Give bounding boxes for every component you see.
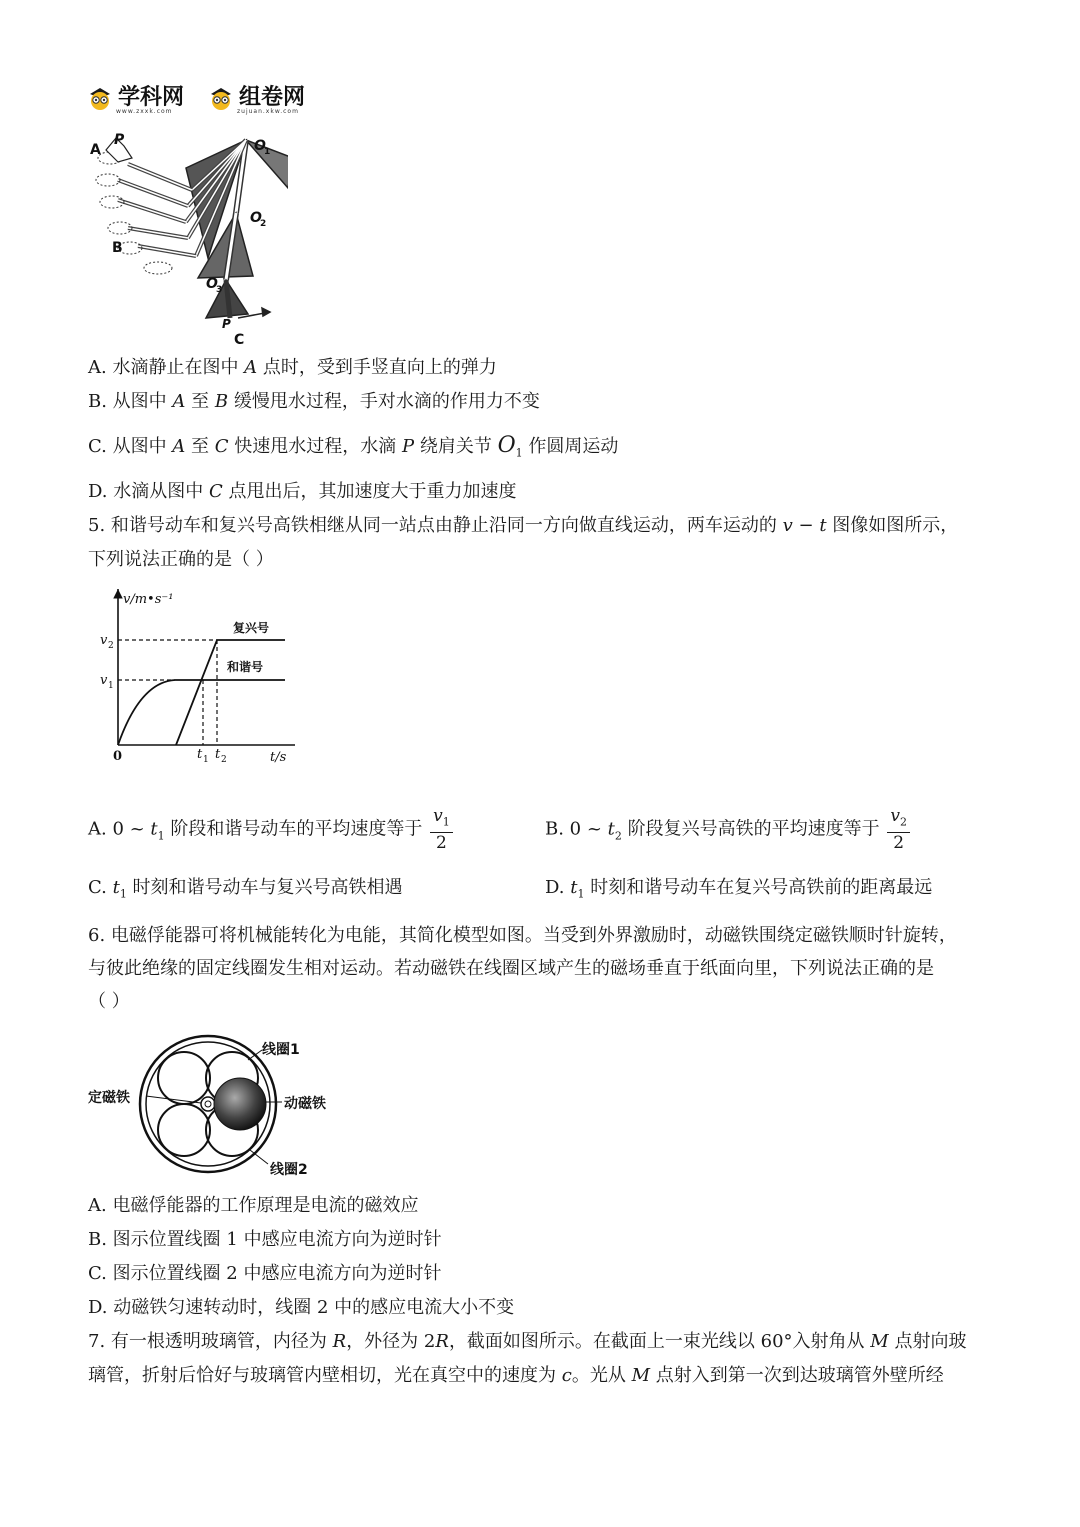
arm-label-O3-sub: 3 xyxy=(216,285,223,295)
q5-a-fraction xyxy=(430,806,453,853)
v2-label: v xyxy=(100,633,108,648)
energy-harvester-figure xyxy=(88,1030,348,1182)
q5-d-t: t xyxy=(570,877,578,898)
series-hexie-label: 和谐号 xyxy=(227,660,264,674)
q5-a-frac-num: v xyxy=(433,806,443,826)
q5-d-text-2: 时刻和谐号动车在复兴号高铁前的距离最远 xyxy=(584,877,933,898)
q5-b-t-sub: 2 xyxy=(614,829,622,843)
q5-stem-text-2: 图像如图所示， xyxy=(826,515,959,536)
q5-c-t: t xyxy=(112,877,120,898)
q5-a-frac-num-sub: 1 xyxy=(442,815,450,829)
q5-b-fraction xyxy=(887,806,910,853)
q7-text-4: 点射向玻 xyxy=(888,1331,967,1352)
fixed-magnet xyxy=(201,1097,215,1111)
q4-d-text-2: 点甩出后，其加速度大于重力加速度 xyxy=(222,481,517,502)
q5-b-frac-den: 2 xyxy=(893,833,905,854)
q4-c-text-5: 作圆周运动 xyxy=(522,436,619,457)
q5-a-text-2: 阶段和谐号动车的平均速度等于 xyxy=(164,818,423,840)
hexie-line xyxy=(118,680,285,745)
arm-label-A: A xyxy=(90,142,101,158)
arm-label-O3: O xyxy=(206,276,218,292)
label-moving-magnet: 动磁铁 xyxy=(284,1096,326,1112)
logo-zujuanwang-text: 组卷网 xyxy=(239,85,306,110)
q7-text-5: 璃管，折射后恰好与玻璃管内壁相切，光在真空中的速度为 xyxy=(88,1365,562,1386)
arm-label-O2-sub: 2 xyxy=(260,219,267,229)
arm-label-P-bottom: P xyxy=(222,317,231,331)
q5-stem-minus: − xyxy=(792,515,820,536)
q4-d-var: C xyxy=(208,481,223,502)
q6-option-a: A. 电磁俘能器的工作原理是电流的磁效应 xyxy=(88,1195,419,1216)
q7-var-c: c xyxy=(561,1365,572,1386)
vt-graph xyxy=(95,585,305,770)
q7-text-1: 7. 有一根透明玻璃管，内径为 xyxy=(88,1331,333,1352)
y-axis-label: v/m•s⁻¹ xyxy=(123,592,174,607)
q4-a-text-1: A. 水滴静止在图中 xyxy=(88,357,245,378)
arm-label-P-top: P xyxy=(114,132,125,148)
q5-a-t-sub: 1 xyxy=(157,829,165,843)
q4-c-var-4: O xyxy=(497,433,516,458)
q4-a-var: A xyxy=(244,357,258,378)
t1-label-sub: 1 xyxy=(203,755,209,765)
q5-option-a xyxy=(88,806,455,858)
t2-label-sub: 2 xyxy=(221,755,227,765)
coil-top-left xyxy=(158,1052,210,1104)
q6-option-b: B. 图示位置线圈 1 中感应电流方向为逆时针 xyxy=(88,1229,442,1250)
q5-b-frac-num-sub: 2 xyxy=(899,815,907,829)
q5-c-t-sub: 1 xyxy=(119,887,127,901)
q7-var-R2: R xyxy=(435,1331,449,1352)
v2-label-sub: 2 xyxy=(108,641,114,651)
q6-option-d: D. 动磁铁匀速转动时，线圈 2 中的感应电流大小不变 xyxy=(88,1297,515,1318)
arm-swing-figure xyxy=(88,128,288,350)
q7-var-R1: R xyxy=(332,1331,347,1352)
q7-stem-line-2 xyxy=(88,1364,944,1388)
q4-c-text-1: C. 从图中 xyxy=(88,436,173,457)
label-coil-1: 线圈1 xyxy=(262,1042,300,1058)
q4-b-text-2: 至 xyxy=(185,391,215,412)
q5-c-text-1: C. xyxy=(88,877,113,898)
q4-a-text-2: 点时，受到手竖直向上的弹力 xyxy=(257,357,497,378)
q5-stem-v: v xyxy=(782,515,793,536)
t2-label: t xyxy=(215,747,221,762)
label-coil-2: 线圈2 xyxy=(270,1162,308,1178)
q5-option-d xyxy=(545,876,932,907)
q4-option-b xyxy=(88,390,540,414)
q5-stem-line-1 xyxy=(88,514,958,538)
logo-xuekewang xyxy=(86,84,185,115)
q4-b-var-1: A xyxy=(172,391,186,412)
q5-stem-t: t xyxy=(819,515,827,536)
q4-c-var-1: A xyxy=(172,436,186,457)
q5-c-text-2: 时刻和谐号动车与复兴号高铁相遇 xyxy=(126,877,403,898)
q6-option-c: C. 图示位置线圈 2 中感应电流方向为逆时针 xyxy=(88,1263,442,1284)
q5-stem-line-2: 下列说法正确的是（ ） xyxy=(88,549,274,570)
q5-b-t: t xyxy=(607,818,615,840)
arm-label-O1: O xyxy=(254,138,266,154)
q4-b-text-1: B. 从图中 xyxy=(88,391,173,412)
q4-c-var-2: C xyxy=(214,436,229,457)
q6-stem-line-1: 6. 电磁俘能器可将机械能转化为电能，其简化模型如图。当受到外界激励时，动磁铁围绕定磁铁顺时针旋转， xyxy=(88,925,957,946)
q5-a-text-1: A. 0 ~ xyxy=(88,818,151,840)
arm-label-O1-sub: 1 xyxy=(264,147,271,157)
q7-var-M1: M xyxy=(870,1331,889,1352)
q7-text-6: 。光从 xyxy=(571,1365,632,1386)
q4-b-var-2: B xyxy=(214,391,229,412)
arm-label-B: B xyxy=(112,240,123,256)
q4-option-a xyxy=(88,356,497,380)
owl-mascot-icon xyxy=(86,84,114,112)
q5-a-frac-den: 2 xyxy=(436,833,447,854)
fuxing-line xyxy=(176,640,285,745)
coil-bottom-left xyxy=(158,1104,210,1156)
q4-option-d xyxy=(88,480,516,504)
q5-b-text-1: B. 0 ~ xyxy=(545,818,608,840)
label-fixed-magnet: 定磁铁 xyxy=(88,1090,130,1106)
series-fuxing-label: 复兴号 xyxy=(233,621,270,635)
q5-b-text-2: 阶段复兴号高铁的平均速度等于 xyxy=(621,818,880,840)
q4-c-var-4-sub: 1 xyxy=(515,446,523,460)
t1-label: t xyxy=(197,747,203,762)
q6-stem-line-2: 与彼此绝缘的固定线圈发生相对运动。若动磁铁在线圈区域产生的磁场垂直于纸面向里，下列说法正确的是 xyxy=(88,958,934,979)
owl-mascot-icon xyxy=(207,84,235,112)
q5-b-frac-num: v xyxy=(890,806,900,826)
q5-option-b xyxy=(545,806,912,858)
q5-d-t-sub: 1 xyxy=(577,887,585,901)
v1-label-sub: 1 xyxy=(108,681,114,691)
q4-b-text-3: 缓慢甩水过程，手对水滴的作用力不变 xyxy=(228,391,540,412)
q7-text-3: ，截面如图所示。在截面上一束光线以 60°入射角从 xyxy=(448,1331,871,1352)
q7-text-7: 点射入到第一次到达玻璃管外壁所经 xyxy=(650,1365,944,1386)
moving-magnet xyxy=(214,1078,266,1130)
q7-text-2: ，外径为 2 xyxy=(346,1331,436,1352)
q4-c-text-3: 快速甩水过程，水滴 xyxy=(228,436,402,457)
logo-xuekewang-url: www.zxxk.com xyxy=(116,108,173,115)
x-axis-label: t/s xyxy=(270,750,287,765)
q5-option-c xyxy=(88,876,403,907)
logo-zujuanwang-url: zujuan.xkw.com xyxy=(237,108,299,115)
q7-var-M2: M xyxy=(631,1365,650,1386)
q5-a-t: t xyxy=(150,818,158,840)
logo-zujuanwang xyxy=(207,84,306,115)
q4-c-text-4: 绕肩关节 xyxy=(414,436,498,457)
q7-stem-line-1 xyxy=(88,1330,966,1354)
q6-stem-line-3: （ ） xyxy=(88,991,130,1012)
arm-label-O2: O xyxy=(250,210,262,226)
q4-option-c xyxy=(88,434,618,466)
origin-label: 0 xyxy=(113,749,123,764)
logo-xuekewang-text: 学科网 xyxy=(118,85,185,110)
v1-label: v xyxy=(100,673,108,688)
q4-c-text-2: 至 xyxy=(185,436,215,457)
q5-stem-text-1: 5. 和谐号动车和复兴号高铁相继从同一站点由静止沿同一方向做直线运动，两车运动的 xyxy=(88,515,783,536)
q5-d-text-1: D. xyxy=(545,877,571,898)
q4-c-var-3: P xyxy=(401,436,415,457)
q4-d-text-1: D. 水滴从图中 xyxy=(88,481,209,502)
arm-label-C: C xyxy=(234,332,245,348)
